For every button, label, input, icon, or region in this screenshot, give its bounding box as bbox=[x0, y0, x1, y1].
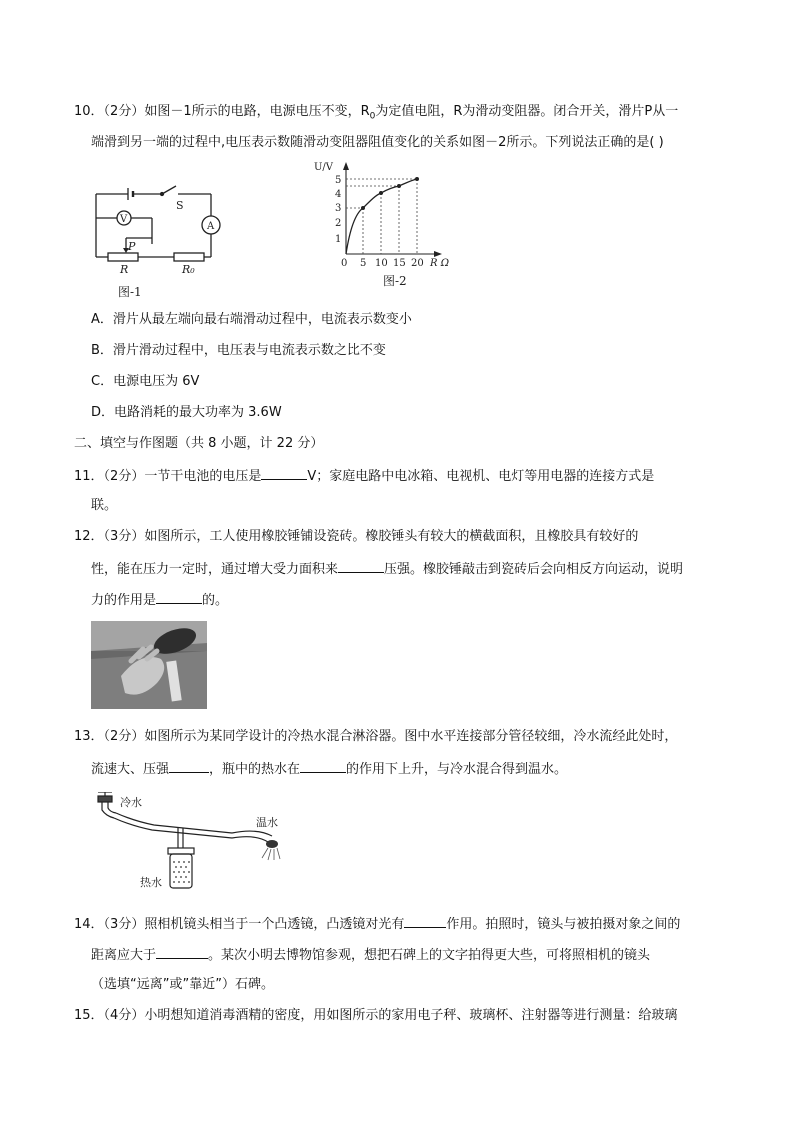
q12-blank-2 bbox=[156, 589, 202, 604]
hot-water-label: 热水 bbox=[140, 876, 162, 889]
graph-x-label: R Ω bbox=[430, 258, 449, 269]
svg-text:10: 10 bbox=[375, 258, 388, 269]
figure-1-caption: 图-1 bbox=[118, 285, 142, 299]
q12-line-1: 12．（3分）如图所示，工人使用橡胶锤铺设瓷砖。橡胶锤头有较大的横截面积，且橡胶具有较好的 bbox=[74, 529, 639, 544]
rubber-mallet-photo bbox=[91, 621, 207, 709]
svg-text:5: 5 bbox=[335, 175, 342, 186]
svg-text:20: 20 bbox=[411, 258, 424, 269]
q12-line-3: 力的作用是 的。 bbox=[91, 589, 228, 611]
q15-line-1: 15．（4分）小明想知道消毒酒精的密度，用如图所示的家用电子秤、玻璃杯、注射器等进行测量：给玻璃 bbox=[74, 1008, 678, 1023]
q11-line-2: 联。 bbox=[91, 498, 118, 513]
svg-text:2: 2 bbox=[335, 218, 342, 229]
svg-text:3: 3 bbox=[335, 203, 342, 214]
q11-line-1: 11．（2分）一节干电池的电压是 V；家庭电路中电冰箱、电视机、电灯等用电器的连接方式是 bbox=[74, 465, 654, 487]
q13-line-2: 流速大、压强 ，瓶中的热水在 的作用下上升，与冷水混合得到温水。 bbox=[91, 758, 567, 780]
warm-water-label: 温水 bbox=[256, 816, 278, 829]
q14-line-3: （选填“远离”或”靠近”）石碑。 bbox=[91, 977, 274, 992]
q13-line-1: 13．（2分）如图所示为某同学设计的冷热水混合淋浴器。图中水平连接部分管径较细，冷水流经此处时， bbox=[74, 729, 678, 744]
q14-blank-2 bbox=[156, 944, 208, 959]
svg-text:1: 1 bbox=[335, 234, 342, 245]
q13-blank-1 bbox=[169, 758, 209, 773]
q10-option-c: C．电源电压为 6V bbox=[91, 374, 200, 389]
circuit-diagram bbox=[90, 178, 230, 278]
slider-label: P bbox=[128, 240, 136, 253]
cold-water-label: 冷水 bbox=[120, 796, 142, 809]
fixed-resistor-label: R₀ bbox=[182, 263, 195, 276]
graph-y-label: U/V bbox=[314, 162, 334, 173]
q10-option-d: D．电路消耗的最大功率为 3.6W bbox=[91, 405, 282, 420]
svg-text:4: 4 bbox=[335, 189, 342, 200]
q11-blank-1 bbox=[261, 465, 307, 480]
switch-label: S bbox=[176, 199, 184, 212]
q10-option-b: B．滑片滑动过程中，电压表与电流表示数之比不变 bbox=[91, 343, 386, 358]
section-2-heading: 二、填空与作图题（共 8 小题，计 22 分） bbox=[74, 436, 324, 451]
figure-2-caption: 图-2 bbox=[383, 274, 407, 288]
q13-blank-2 bbox=[300, 758, 346, 773]
q10-line-2: 端滑到另一端的过程中,电压表示数随滑动变阻器阻值变化的关系如图－2所示。下列说法正确的是( ) bbox=[91, 135, 664, 150]
shower-mixer-diagram bbox=[92, 792, 292, 896]
svg-text:5: 5 bbox=[360, 258, 367, 269]
svg-text:0: 0 bbox=[341, 258, 348, 269]
svg-text:15: 15 bbox=[393, 258, 406, 269]
q14-blank-1 bbox=[404, 913, 446, 928]
q14-line-2: 距离应大于 。某次小明去博物馆参观，想把石碑上的文字拍得更大些，可将照相机的镜头 bbox=[91, 944, 650, 966]
voltmeter-label: V bbox=[120, 214, 128, 225]
u-r-graph bbox=[308, 158, 468, 270]
rheostat-label: R bbox=[120, 263, 129, 276]
q10-option-a: A．滑片从最左端向最右端滑动过程中，电流表示数变小 bbox=[91, 312, 412, 327]
q14-line-1: 14．（3分）照相机镜头相当于一个凸透镜，凸透镜对光有 作用。拍照时，镜头与被拍摄对象之间的 bbox=[74, 913, 680, 935]
ammeter-label: A bbox=[207, 221, 215, 232]
q12-blank-1 bbox=[338, 558, 384, 573]
q10-line-1: 10．（2分）如图－1所示的电路，电源电压不变，$R_0$为定值电阻，R为滑动变阻器。闭合开关，滑片P从一 bbox=[74, 104, 679, 122]
q12-line-2: 性，能在压力一定时，通过增大受力面积来 压强。橡胶锤敲击到瓷砖后会向相反方向运动，说明 bbox=[91, 558, 683, 580]
